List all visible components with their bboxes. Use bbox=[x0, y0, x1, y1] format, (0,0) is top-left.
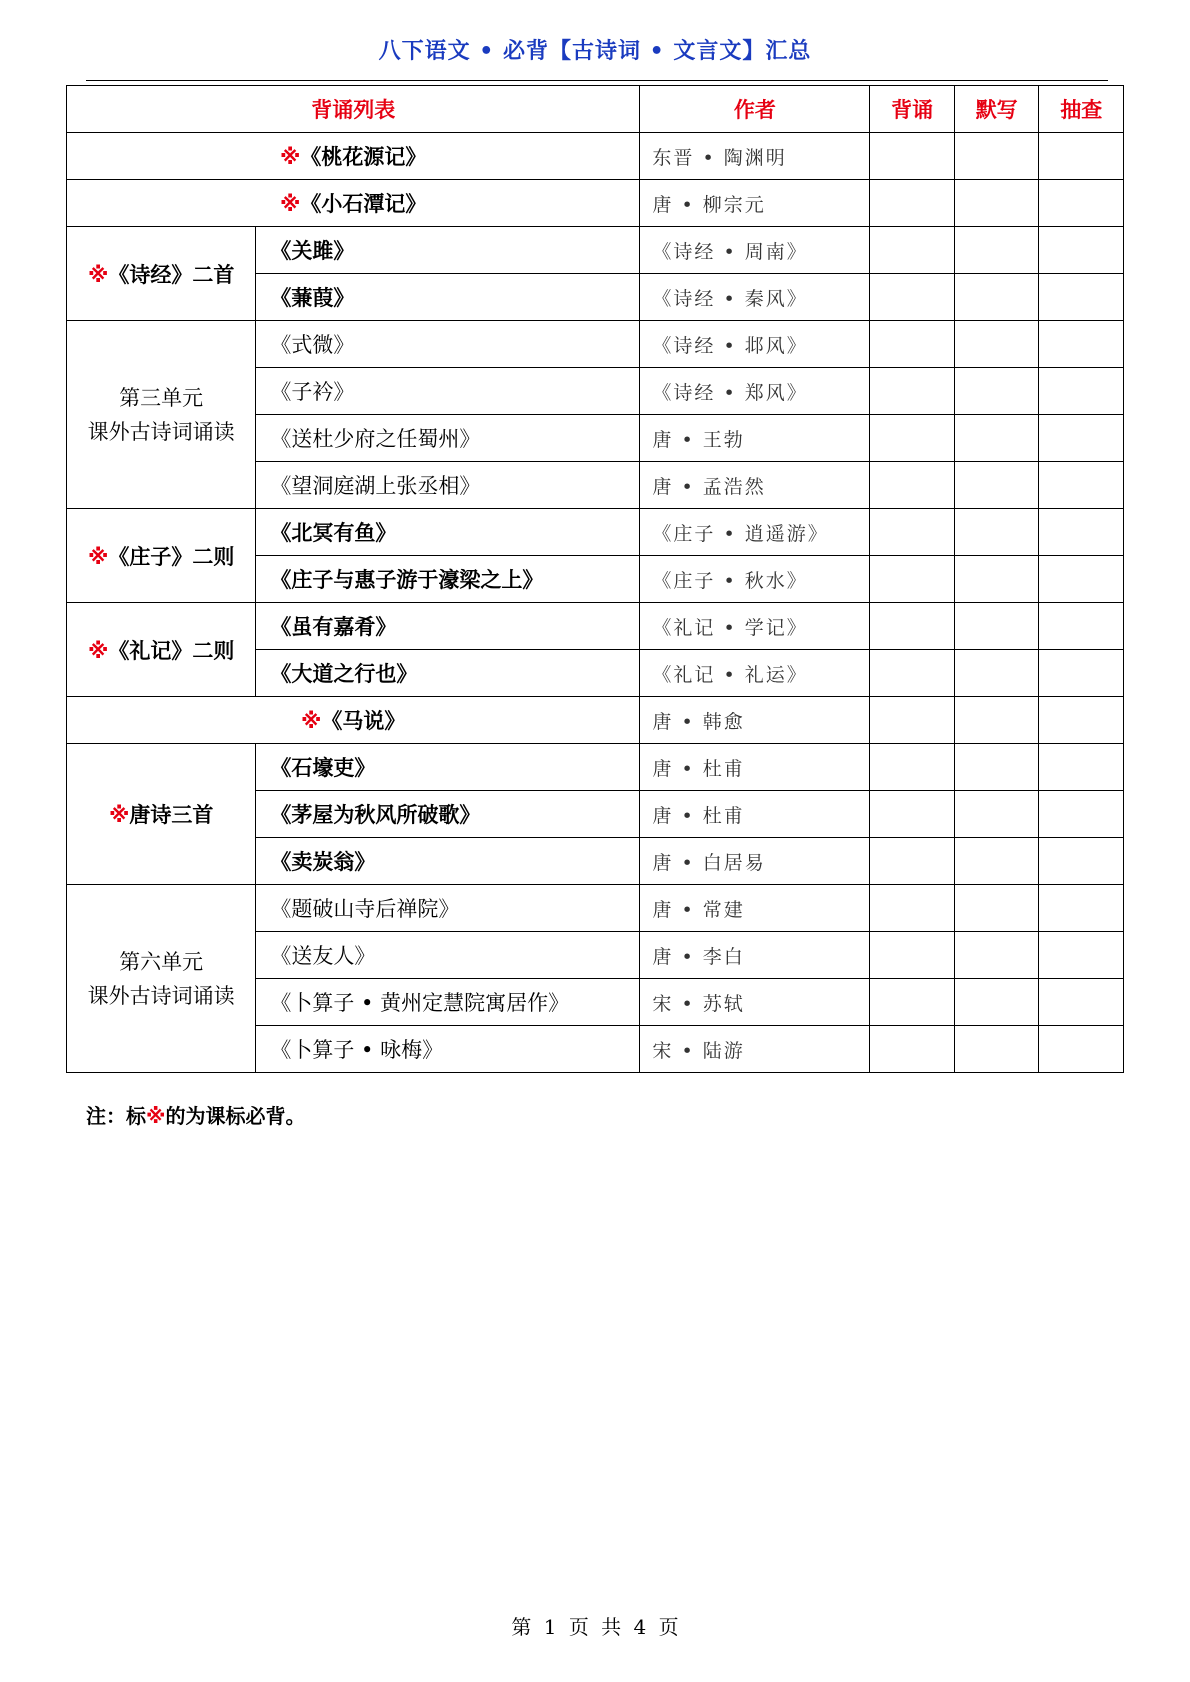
group-cell bbox=[67, 603, 256, 697]
dictation-checkbox[interactable] bbox=[954, 556, 1039, 603]
required-mark: ※ bbox=[146, 1104, 166, 1128]
table-row bbox=[67, 180, 1124, 227]
check-checkbox[interactable] bbox=[1039, 274, 1124, 321]
group-line-1: 第六单元 bbox=[119, 949, 204, 974]
recite-checkbox[interactable] bbox=[870, 133, 955, 180]
dictation-checkbox[interactable] bbox=[954, 697, 1039, 744]
recite-checkbox[interactable] bbox=[870, 321, 955, 368]
recite-checkbox[interactable] bbox=[870, 979, 955, 1026]
author-cell: 《诗经 • 周南》 bbox=[640, 227, 870, 274]
recite-checkbox[interactable] bbox=[870, 1026, 955, 1073]
piece-title: 《卜算子 • 咏梅》 bbox=[256, 1026, 640, 1073]
table-row bbox=[67, 509, 1124, 556]
header-dictation: 默写 bbox=[954, 86, 1039, 133]
page-number: 第 1 页 共 4 页 bbox=[511, 1615, 679, 1639]
dictation-checkbox[interactable] bbox=[954, 415, 1039, 462]
piece-title: 《虽有嘉肴》 bbox=[256, 603, 640, 650]
author-cell: 宋 • 苏轼 bbox=[640, 979, 870, 1026]
check-checkbox[interactable] bbox=[1039, 603, 1124, 650]
recite-checkbox[interactable] bbox=[870, 180, 955, 227]
group-cell bbox=[67, 227, 256, 321]
piece-title: 《送友人》 bbox=[256, 932, 640, 979]
group-line-1: 第三单元 bbox=[119, 385, 204, 410]
piece-cell bbox=[67, 133, 640, 180]
recite-checkbox[interactable] bbox=[870, 744, 955, 791]
page-title: 八下语文 • 必背【古诗词 • 文言文】汇总 bbox=[378, 39, 812, 64]
header-recite: 背诵 bbox=[870, 86, 955, 133]
note-suffix: 的为课标必背。 bbox=[165, 1104, 306, 1128]
header-author: 作者 bbox=[640, 86, 870, 133]
required-mark: ※ bbox=[108, 803, 130, 827]
dictation-checkbox[interactable] bbox=[954, 885, 1039, 932]
author-cell: 《庄子 • 秋水》 bbox=[640, 556, 870, 603]
check-checkbox[interactable] bbox=[1039, 744, 1124, 791]
recite-checkbox[interactable] bbox=[870, 932, 955, 979]
group-cell bbox=[67, 321, 256, 509]
dictation-checkbox[interactable] bbox=[954, 932, 1039, 979]
author-cell: 唐 • 常建 bbox=[640, 885, 870, 932]
table-row bbox=[67, 603, 1124, 650]
author-cell: 唐 • 白居易 bbox=[640, 838, 870, 885]
recite-checkbox[interactable] bbox=[870, 838, 955, 885]
check-checkbox[interactable] bbox=[1039, 509, 1124, 556]
check-checkbox[interactable] bbox=[1039, 1026, 1124, 1073]
check-checkbox[interactable] bbox=[1039, 133, 1124, 180]
piece-title: 《桃花源记》 bbox=[300, 145, 427, 169]
dictation-checkbox[interactable] bbox=[954, 509, 1039, 556]
piece-title: 《卜算子 • 黄州定慧院寓居作》 bbox=[256, 979, 640, 1026]
check-checkbox[interactable] bbox=[1039, 180, 1124, 227]
recite-checkbox[interactable] bbox=[870, 274, 955, 321]
table-row bbox=[67, 227, 1124, 274]
author-cell: 《庄子 • 逍遥游》 bbox=[640, 509, 870, 556]
dictation-checkbox[interactable] bbox=[954, 603, 1039, 650]
piece-title: 《大道之行也》 bbox=[256, 650, 640, 697]
author-cell: 《诗经 • 邶风》 bbox=[640, 321, 870, 368]
table-row bbox=[67, 744, 1124, 791]
piece-title: 《题破山寺后禅院》 bbox=[256, 885, 640, 932]
header-list: 背诵列表 bbox=[67, 86, 640, 133]
recite-checkbox[interactable] bbox=[870, 603, 955, 650]
piece-title: 《蒹葭》 bbox=[256, 274, 640, 321]
check-checkbox[interactable] bbox=[1039, 838, 1124, 885]
table-row bbox=[67, 697, 1124, 744]
recitation-table bbox=[66, 85, 1124, 1073]
dictation-checkbox[interactable] bbox=[954, 227, 1039, 274]
dictation-checkbox[interactable] bbox=[954, 274, 1039, 321]
dictation-checkbox[interactable] bbox=[954, 1026, 1039, 1073]
header-row bbox=[67, 86, 1124, 133]
piece-title: 《式微》 bbox=[256, 321, 640, 368]
check-checkbox[interactable] bbox=[1039, 368, 1124, 415]
author-cell: 唐 • 孟浩然 bbox=[640, 462, 870, 509]
dictation-checkbox[interactable] bbox=[954, 462, 1039, 509]
piece-title: 《马说》 bbox=[321, 709, 406, 733]
piece-cell bbox=[67, 697, 640, 744]
dictation-checkbox[interactable] bbox=[954, 744, 1039, 791]
recite-checkbox[interactable] bbox=[870, 885, 955, 932]
recite-checkbox[interactable] bbox=[870, 556, 955, 603]
check-checkbox[interactable] bbox=[1039, 556, 1124, 603]
author-cell: 唐 • 李白 bbox=[640, 932, 870, 979]
group-cell bbox=[67, 744, 256, 885]
author-cell: 《礼记 • 学记》 bbox=[640, 603, 870, 650]
required-mark: ※ bbox=[280, 192, 301, 216]
check-checkbox[interactable] bbox=[1039, 321, 1124, 368]
check-checkbox[interactable] bbox=[1039, 462, 1124, 509]
group-title: 《庄子》二则 bbox=[108, 544, 235, 569]
author-cell: 唐 • 韩愈 bbox=[640, 697, 870, 744]
required-mark: ※ bbox=[87, 262, 109, 287]
dictation-checkbox[interactable] bbox=[954, 979, 1039, 1026]
table-row bbox=[67, 321, 1124, 368]
dictation-checkbox[interactable] bbox=[954, 368, 1039, 415]
dictation-checkbox[interactable] bbox=[954, 321, 1039, 368]
dictation-checkbox[interactable] bbox=[954, 838, 1039, 885]
footnote bbox=[86, 1100, 305, 1129]
group-cell bbox=[67, 509, 256, 603]
table-row bbox=[67, 133, 1124, 180]
recite-checkbox[interactable] bbox=[870, 227, 955, 274]
piece-title: 《子衿》 bbox=[256, 368, 640, 415]
recite-checkbox[interactable] bbox=[870, 368, 955, 415]
group-title: 《礼记》二则 bbox=[108, 638, 235, 663]
dictation-checkbox[interactable] bbox=[954, 791, 1039, 838]
piece-title: 《卖炭翁》 bbox=[256, 838, 640, 885]
recite-checkbox[interactable] bbox=[870, 791, 955, 838]
piece-title: 《望洞庭湖上张丞相》 bbox=[256, 462, 640, 509]
check-checkbox[interactable] bbox=[1039, 697, 1124, 744]
table-row bbox=[67, 885, 1124, 932]
author-cell: 《礼记 • 礼运》 bbox=[640, 650, 870, 697]
recite-checkbox[interactable] bbox=[870, 650, 955, 697]
required-mark: ※ bbox=[280, 145, 301, 169]
group-line-2: 课外古诗词诵读 bbox=[87, 983, 235, 1008]
author-cell: 唐 • 柳宗元 bbox=[640, 180, 870, 227]
author-cell: 《诗经 • 郑风》 bbox=[640, 368, 870, 415]
piece-title: 《石壕吏》 bbox=[256, 744, 640, 791]
author-cell: 东晋 • 陶渊明 bbox=[640, 133, 870, 180]
dictation-checkbox[interactable] bbox=[954, 180, 1039, 227]
recite-checkbox[interactable] bbox=[870, 415, 955, 462]
author-cell: 唐 • 王勃 bbox=[640, 415, 870, 462]
check-checkbox[interactable] bbox=[1039, 415, 1124, 462]
check-checkbox[interactable] bbox=[1039, 932, 1124, 979]
required-mark: ※ bbox=[87, 544, 109, 569]
required-mark: ※ bbox=[87, 638, 109, 663]
piece-title: 《茅屋为秋风所破歌》 bbox=[256, 791, 640, 838]
piece-title: 《小石潭记》 bbox=[300, 192, 427, 216]
piece-title: 《关雎》 bbox=[256, 227, 640, 274]
required-mark: ※ bbox=[301, 709, 322, 733]
author-cell: 唐 • 杜甫 bbox=[640, 744, 870, 791]
dictation-checkbox[interactable] bbox=[954, 650, 1039, 697]
header-check: 抽查 bbox=[1039, 86, 1124, 133]
author-cell: 唐 • 杜甫 bbox=[640, 791, 870, 838]
check-checkbox[interactable] bbox=[1039, 979, 1124, 1026]
recite-checkbox[interactable] bbox=[870, 697, 955, 744]
check-checkbox[interactable] bbox=[1039, 227, 1124, 274]
recite-checkbox[interactable] bbox=[870, 462, 955, 509]
group-cell bbox=[67, 885, 256, 1073]
note-prefix: 注：标 bbox=[86, 1104, 146, 1128]
piece-title: 《送杜少府之任蜀州》 bbox=[256, 415, 640, 462]
group-title: 唐诗三首 bbox=[129, 803, 214, 827]
piece-title: 《北冥有鱼》 bbox=[256, 509, 640, 556]
header-rule bbox=[86, 80, 1108, 81]
author-cell: 《诗经 • 秦风》 bbox=[640, 274, 870, 321]
piece-cell bbox=[67, 180, 640, 227]
group-title: 《诗经》二首 bbox=[108, 262, 235, 287]
check-checkbox[interactable] bbox=[1039, 885, 1124, 932]
dictation-checkbox[interactable] bbox=[954, 133, 1039, 180]
piece-title: 《庄子与惠子游于濠梁之上》 bbox=[256, 556, 640, 603]
check-checkbox[interactable] bbox=[1039, 791, 1124, 838]
check-checkbox[interactable] bbox=[1039, 650, 1124, 697]
author-cell: 宋 • 陆游 bbox=[640, 1026, 870, 1073]
recite-checkbox[interactable] bbox=[870, 509, 955, 556]
group-line-2: 课外古诗词诵读 bbox=[87, 419, 235, 444]
